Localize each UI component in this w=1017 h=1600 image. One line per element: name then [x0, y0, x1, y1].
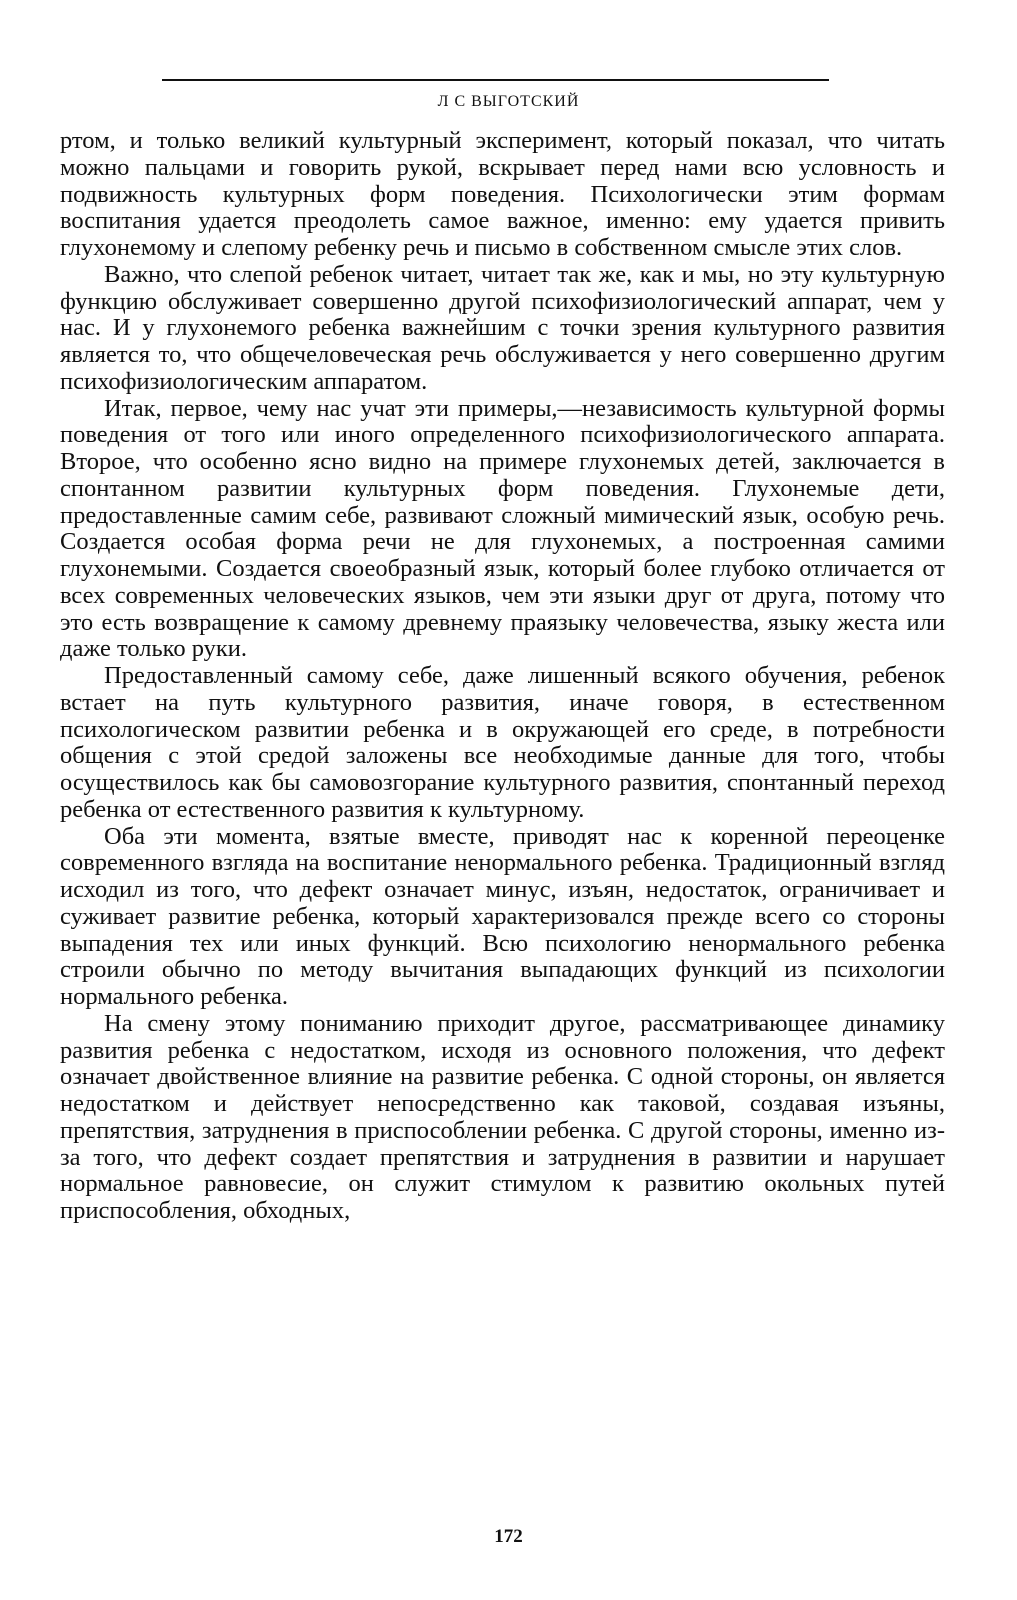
- paragraph: На смену этому пониманию приходит другое, рассматривающее динамику развития ребенка с недостатком, исходя из основного положения, что дефект означает двойственное влияние на развитие ребенка. С одной стороны, он является недостатком и действует непосредственно как таковой, создавая изъяны, препятствия, затруднения в приспособлении ребенка. С другой стороны, именно из-за того, что дефект создает препятствия и затруднения в развитии и нарушает нормальное равновесие, он служит стимулом к развитию окольных путей приспособления, обходных,: [60, 1009, 945, 1224]
- running-head: Л С ВЫГОТСКИЙ: [437, 93, 580, 110]
- page-number: 172: [494, 1526, 523, 1547]
- paragraph: Оба эти момента, взятые вместе, приводят нас к коренной переоценке современного взгляда на воспитание ненормального ребенка. Традиционный взгляд исходил из того, что дефект означает минус, изъян, недостаток, ограничивает и суживает развитие ребенка, который характеризовался прежде всего со стороны выпадения тех или иных функций. Всю психологию ненормального ребенка строили обычно по методу вычитания выпадающих функций из психологии нормального ребенка.: [60, 822, 945, 1010]
- paragraph-continuation: ртом, и только великий культурный эксперимент, который показал, что читать можно пальцами и говорить рукой, вскрывает перед нами всю условность и подвижность культурных форм поведения. Психологически этим формам воспитания удается преодолеть самое важное, именно: ему удается привить глухонемому и слепому ребенку речь и письмо в собственном смысле этих слов.: [60, 127, 945, 261]
- paragraph: Важно, что слепой ребенок читает, читает так же, как и мы, но эту культурную функцию обслуживает совершенно другой психофизиологический аппарат, чем у нас. И у глухонемого ребенка важнейшим с точки зрения культурного развития является то, что общечеловеческая речь обслуживается у него совершенно другим психофизиологическим аппаратом.: [60, 260, 945, 395]
- body-text: [60, 128, 945, 1225]
- paragraph: Итак, первое, чему нас учат эти примеры,—независимость культурной формы поведения от того или иного определенного психофизиологического аппарата. Второе, что особенно ясно видно на примере глухонемых детей, заключается в спонтанном развитии культурных форм поведения. Глухонемые дети, предоставленные самим себе, развивают сложный мимический язык, особую речь. Создается особая форма речи не для глухонемых, а построенная самими глухонемыми. Создается своеобразный язык, который более глубоко отличается от всех современных человеческих языков, чем эти языки друг от друга, потому что это есть возвращение к самому древнему праязыку человечества, языку жеста или даже только руки.: [60, 394, 945, 663]
- paragraph: Предоставленный самому себе, даже лишенный всякого обучения, ребенок встает на путь культурного развития, иначе говоря, в естественном психологическом развитии ребенка и в окружающей его среде, в потребности общения с этой средой заложены все необходимые данные для того, чтобы осуществилось как бы самовозгорание культурного развития, спонтанный переход ребенка от естественного развития к культурному.: [60, 662, 945, 823]
- header-rule: [162, 79, 829, 81]
